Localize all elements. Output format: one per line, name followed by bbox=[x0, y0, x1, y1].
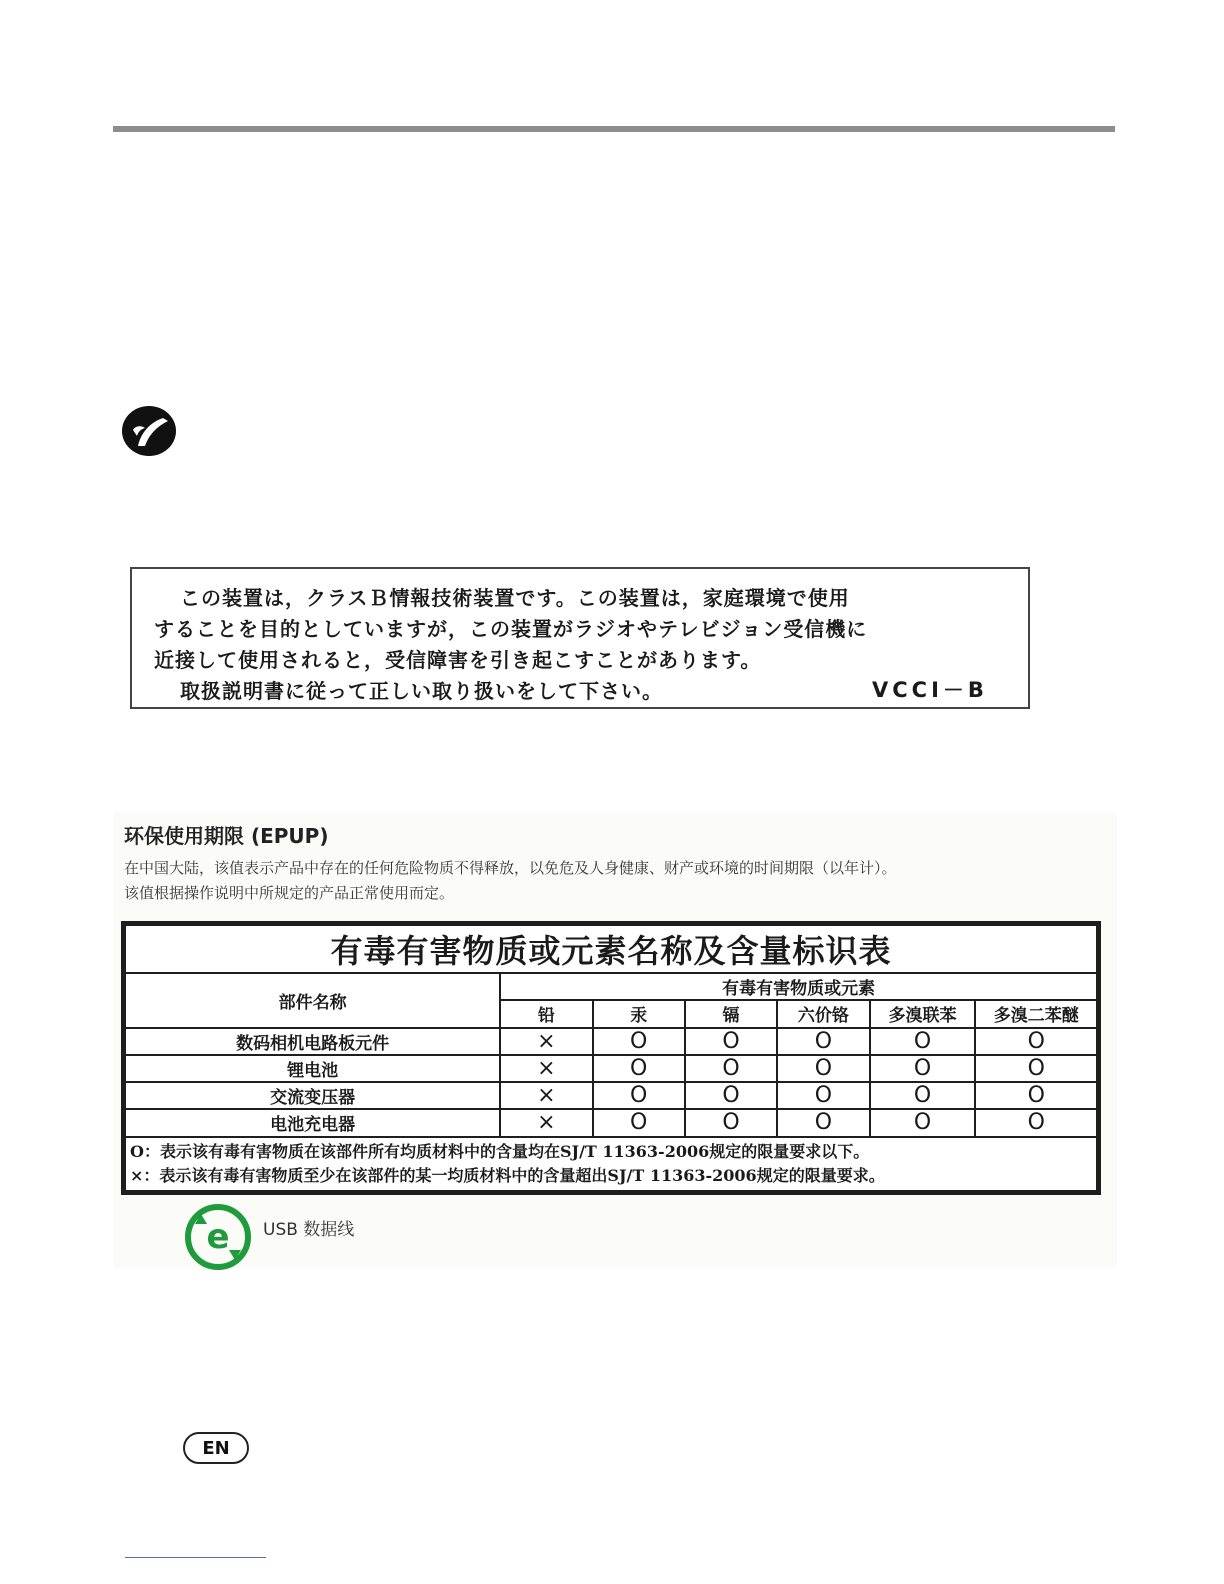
column-header: 多溴二苯醚 bbox=[975, 1000, 1097, 1027]
c-tick-mark-icon bbox=[121, 404, 179, 458]
note-x: ×：表示该有毒有害物质至少在该部件的某一均质材料中的含量超出SJ/T 11363-2006规定的限量要求。 bbox=[130, 1165, 885, 1185]
note-o: O：表示该有毒有害物质在该部件所有均质材料中的含量均在SJ/T 11363-2006规定的限量要求以下。 bbox=[130, 1141, 870, 1161]
vcci-line-4: 取扱説明書に従って正しい取り扱いをして下さい。 bbox=[180, 679, 663, 703]
substance-mark: × bbox=[500, 1109, 592, 1136]
substance-mark: O bbox=[975, 1028, 1097, 1055]
substance-mark: O bbox=[870, 1055, 976, 1082]
usb-cable-label: USB 数据线 bbox=[263, 1220, 355, 1240]
substance-mark: O bbox=[870, 1082, 976, 1109]
substance-mark: O bbox=[777, 1028, 869, 1055]
epup-paragraph-2: 该值根据操作说明中所规定的产品正常使用而定。 bbox=[124, 884, 455, 902]
vcci-line-3: 近接して使用されると，受信障害を引き起こすことがあります。 bbox=[154, 648, 762, 672]
substance-mark: O bbox=[870, 1028, 976, 1055]
part-name: 电池充电器 bbox=[125, 1109, 500, 1136]
language-badge: EN bbox=[183, 1432, 249, 1464]
table-notes bbox=[125, 1137, 1097, 1192]
epup-recycle-e-icon bbox=[185, 1204, 251, 1270]
epup-section bbox=[113, 812, 1117, 1268]
table-row bbox=[125, 1109, 1097, 1136]
substance-mark: O bbox=[593, 1028, 685, 1055]
vcci-line-1: この装置は，クラスＢ情報技術装置です。この装置は，家庭環境で使用 bbox=[180, 586, 850, 610]
column-header: 六价铬 bbox=[777, 1000, 869, 1027]
epup-title: 环保使用期限 (EPUP) bbox=[124, 824, 329, 848]
hazardous-substance-table bbox=[121, 921, 1101, 1195]
substance-mark: O bbox=[777, 1055, 869, 1082]
vcci-code: VCCI－B bbox=[872, 678, 988, 702]
substance-mark: O bbox=[975, 1109, 1097, 1136]
vcci-line-2: することを目的としていますが，この装置がラジオやテレビジョン受信機に bbox=[154, 617, 868, 641]
substance-mark: × bbox=[500, 1028, 592, 1055]
substance-mark: O bbox=[975, 1055, 1097, 1082]
epup-paragraph-1: 在中国大陆，该值表示产品中存在的任何危险物质不得释放，以免危及人身健康、财产或环境的时间期限（以年计）。 bbox=[124, 859, 897, 877]
column-header: 多溴联苯 bbox=[870, 1000, 976, 1027]
column-header: 铅 bbox=[500, 1000, 592, 1027]
substance-mark: O bbox=[685, 1028, 777, 1055]
table-row bbox=[125, 1055, 1097, 1082]
table-caption: 有毒有害物质或元素名称及含量标识表 bbox=[125, 925, 1097, 973]
part-name: 锂电池 bbox=[125, 1055, 500, 1082]
part-name: 数码相机电路板元件 bbox=[125, 1028, 500, 1055]
substance-mark: O bbox=[777, 1109, 869, 1136]
substance-mark: O bbox=[593, 1109, 685, 1136]
table-row bbox=[125, 1082, 1097, 1109]
substance-group-header: 有毒有害物质或元素 bbox=[500, 973, 1097, 1000]
substance-mark: O bbox=[685, 1109, 777, 1136]
substance-mark: O bbox=[593, 1082, 685, 1109]
table-row bbox=[125, 1028, 1097, 1055]
substance-mark: O bbox=[593, 1055, 685, 1082]
part-name-header: 部件名称 bbox=[125, 973, 500, 1028]
substance-mark: O bbox=[685, 1055, 777, 1082]
epup-logo-letter: e bbox=[206, 1217, 230, 1257]
column-header: 汞 bbox=[593, 1000, 685, 1027]
substance-mark: O bbox=[777, 1082, 869, 1109]
substance-mark: × bbox=[500, 1055, 592, 1082]
substance-mark: O bbox=[685, 1082, 777, 1109]
vcci-notice-box bbox=[130, 567, 1030, 709]
footer-link-underline bbox=[125, 1557, 266, 1558]
substance-mark: × bbox=[500, 1082, 592, 1109]
substance-mark: O bbox=[870, 1109, 976, 1136]
substance-mark: O bbox=[975, 1082, 1097, 1109]
part-name: 交流变压器 bbox=[125, 1082, 500, 1109]
header-rule bbox=[113, 126, 1115, 132]
column-header: 镉 bbox=[685, 1000, 777, 1027]
